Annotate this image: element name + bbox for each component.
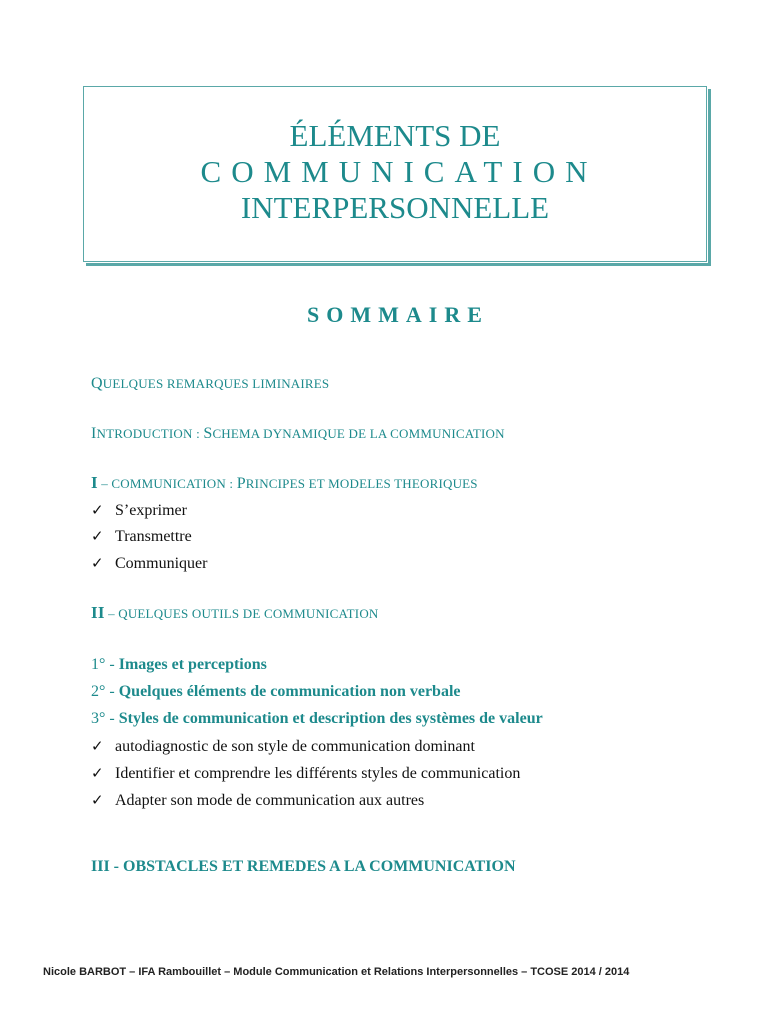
subsection-1-num: 1° -	[91, 656, 119, 673]
section-part1-num: I	[91, 473, 98, 492]
list-item-label: Communiquer	[115, 555, 208, 572]
check-icon: ✓	[91, 527, 104, 545]
subsection-2-label: Quelques éléments de communication non verbale	[118, 683, 461, 700]
list-item	[91, 791, 424, 810]
check-icon: ✓	[91, 764, 104, 782]
section-intro-cap1: I	[91, 425, 97, 442]
subsection-1-label: Images et perceptions	[118, 656, 267, 673]
page-footer: Nicole BARBOT – IFA Rambouillet – Module Communication et Relations Interpersonnelles – TCOSE 2014 / 2014	[43, 966, 630, 978]
section-part1-text1: – COMMUNICATION :	[97, 476, 237, 491]
list-item-label: Transmettre	[115, 528, 192, 545]
title-line-3: INTERPERSONNELLE	[240, 190, 550, 225]
subsection-3-label: Styles de communication et description des systèmes de valeur	[118, 710, 543, 727]
section-intro-text2: CHEMA DYNAMIQUE DE LA COMMUNICATION	[212, 426, 505, 441]
title-box	[83, 86, 707, 262]
list-item-label: Adapter son mode de communication aux autres	[115, 792, 425, 809]
list-item-label: Identifier et comprendre les différents styles de communication	[115, 765, 521, 782]
list-item-label: S’exprimer	[115, 502, 187, 519]
list-item-label: autodiagnostic de son style de communication dominant	[115, 738, 475, 755]
section-part2-text: – QUELQUES OUTILS DE COMMUNICATION	[104, 606, 379, 621]
subsection-3	[91, 710, 543, 728]
section-part2	[91, 603, 379, 623]
subsection-2	[91, 683, 461, 701]
section-part1	[91, 473, 478, 493]
list-item	[91, 527, 192, 546]
subsection-1	[91, 656, 267, 674]
check-icon: ✓	[91, 501, 104, 519]
list-item	[91, 501, 187, 520]
sommaire-heading: SOMMAIRE	[307, 302, 489, 327]
subsection-3-num: 3° -	[91, 710, 119, 727]
check-icon: ✓	[91, 791, 104, 809]
section-part2-num: II	[91, 603, 105, 622]
title-line-1: ÉLÉMENTS DE	[289, 118, 501, 153]
list-item	[91, 737, 475, 756]
list-item	[91, 554, 207, 573]
section-intro	[91, 425, 505, 443]
section-remarques-text: UELQUES REMARQUES LIMINAIRES	[102, 376, 330, 391]
section-part1-cap2: P	[236, 475, 246, 492]
section-remarques	[91, 375, 329, 393]
list-item	[91, 764, 520, 783]
check-icon: ✓	[91, 554, 104, 572]
section-part3: III - OBSTACLES ET REMEDES A LA COMMUNICATION	[91, 858, 516, 875]
check-icon: ✓	[91, 737, 104, 755]
title-line-2: COMMUNICATION	[200, 154, 598, 189]
section-intro-text1: NTRODUCTION :	[96, 426, 204, 441]
section-intro-cap2: S	[203, 425, 213, 442]
subsection-2-num: 2° -	[91, 683, 119, 700]
section-remarques-cap: Q	[91, 375, 103, 392]
section-part1-text2: RINCIPES ET MODELES THEORIQUES	[245, 476, 478, 491]
